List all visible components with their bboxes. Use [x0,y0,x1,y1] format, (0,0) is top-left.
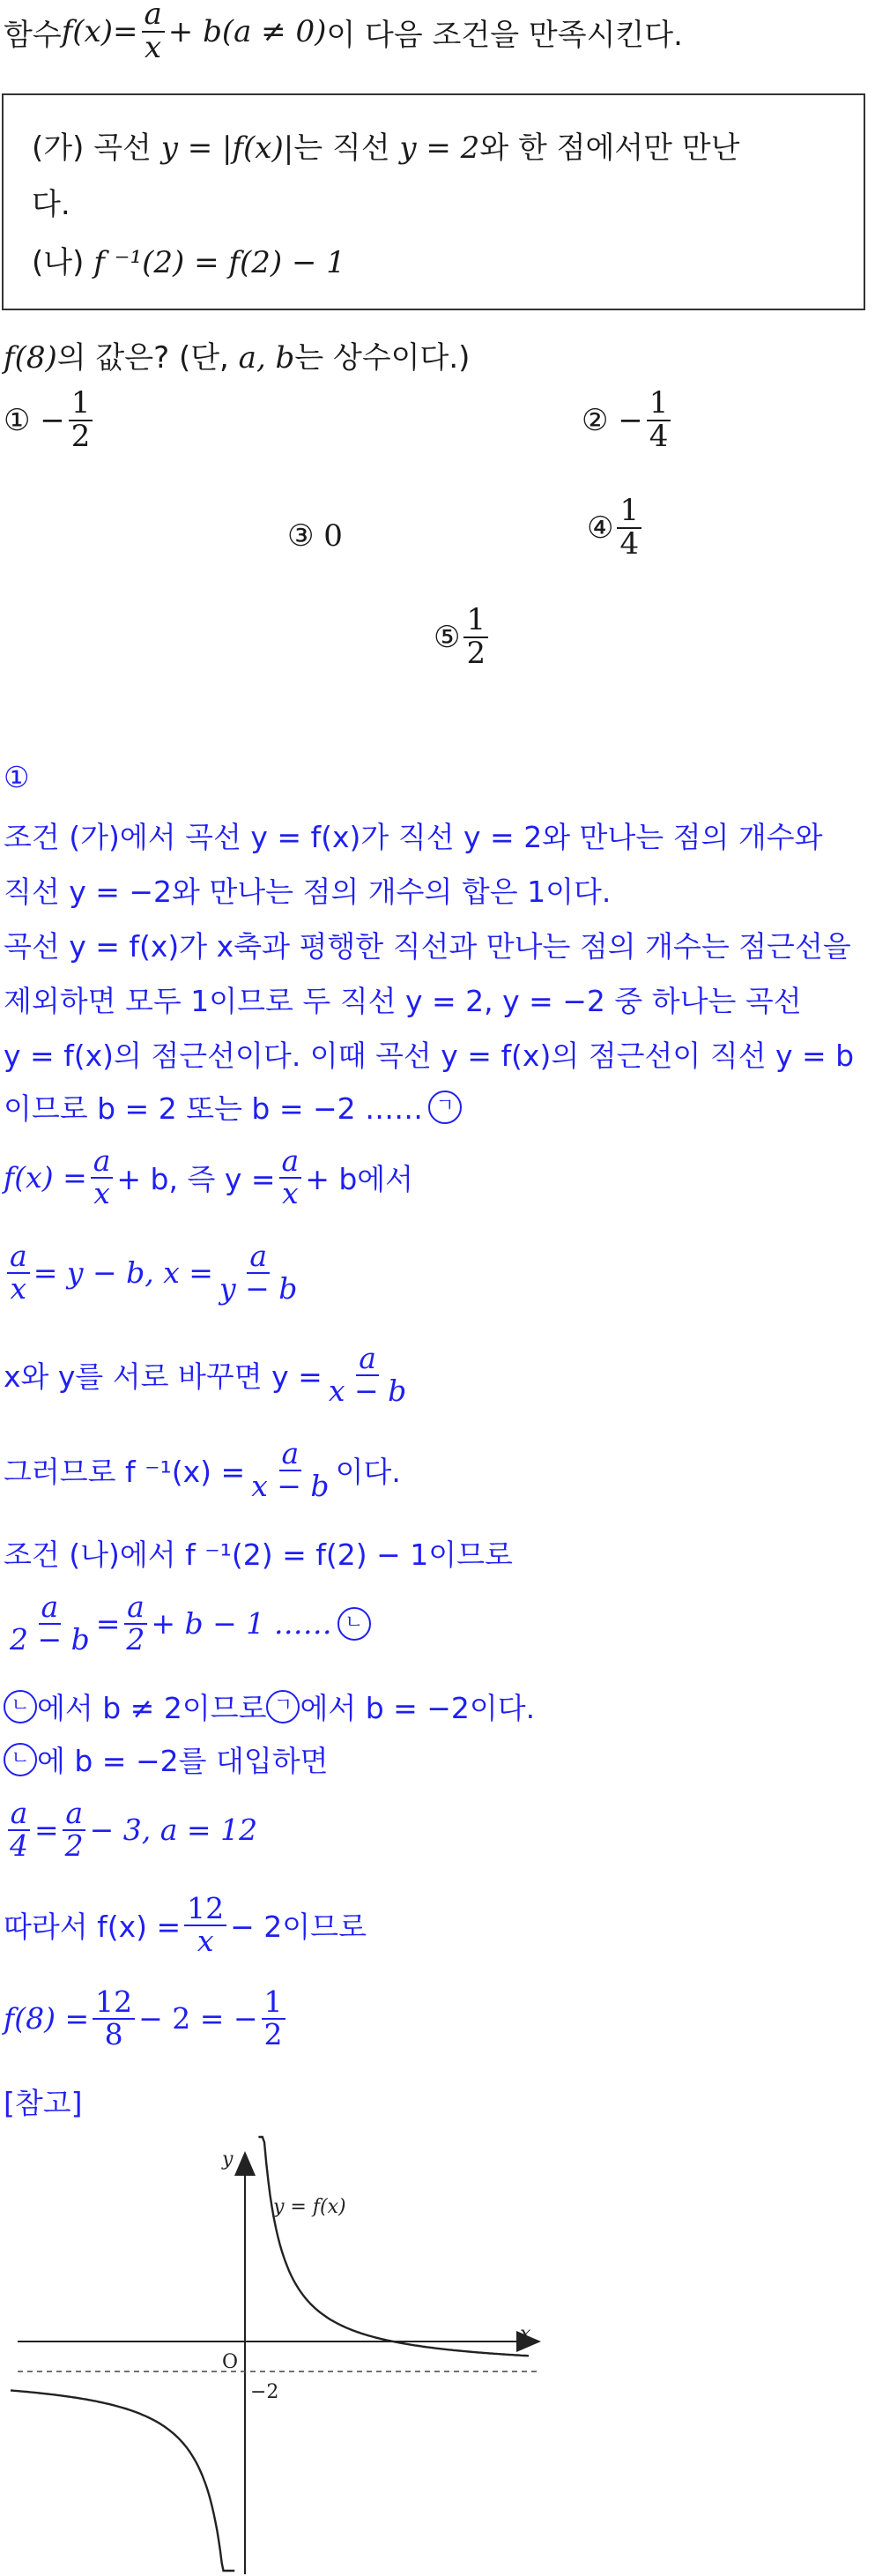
condition-ga-math2: y = 2 [399,130,480,166]
stem-text: 함수 [4,17,62,53]
l15-text-b: − 3, a = 12 [89,1813,258,1848]
question [4,333,470,376]
question-text2: 는 상수이다.) [294,340,471,376]
l8-text-a: = y − b, x = [33,1255,213,1291]
condition-ga-label: (가) [32,130,85,166]
choice-5-num: 1 [463,605,488,638]
circled-mark-1: ㄱ [428,1091,462,1124]
choice-2-fraction [647,385,671,454]
solution-line-2: 직선 y = −2와 만나는 점의 개수의 합은 1이다. [4,875,612,909]
origin-label: O [222,2351,239,2373]
l7-frac-2 [279,1143,302,1210]
choice-1-den: 2 [70,418,91,454]
solution-line-4: 제외하면 모두 1이므로 두 직선 y = 2, y = −2 중 하나는 곡선 [4,984,802,1018]
choice-1-mark: ① [4,402,31,438]
l7-frac-1 [91,1143,114,1210]
l10-f-num: a [279,1439,302,1471]
solution-line-6 [4,1086,462,1128]
stem-plus-b: + b [167,14,222,49]
l12-text-a: = [95,1606,121,1642]
l12-frac-1 [7,1592,93,1655]
l15-f2-num: a [63,1798,85,1831]
curve-label: y = f(x) [273,2196,346,2218]
choice-3-value: 0 [323,518,343,554]
circled-mark-2: ㄴ [337,1607,371,1641]
choice-4-den: 4 [619,525,640,562]
l9-f-den: x − b [328,1373,407,1408]
condition-na-math: f ⁻¹(2) = f(2) − 1 [93,245,345,280]
l9-text-a: x와 y를 서로 바꾸면 y = [4,1359,323,1395]
solution-line-8 [4,1241,303,1304]
solution-line-6-text: 이므로 b = 2 또는 b = −2 …… [4,1091,424,1126]
x-axis-label: x [520,2323,531,2345]
l12-text-b: + b − 1 …… [151,1606,332,1642]
circled-mark-5: ㄴ [4,1743,37,1776]
l17-f2-num: 1 [262,1987,285,2020]
l15-frac-1 [7,1798,31,1861]
choice-1[interactable] [4,385,96,454]
solution-line-7 [4,1143,414,1210]
condition-ga-text3: 와 한 점에서만 만난 [479,130,740,166]
solution-line-16 [4,1891,367,1958]
stem-num: a [142,0,165,33]
choice-1-sign: − [40,402,65,438]
l8-f2-den: y − b [219,1270,298,1306]
condition-ga-text2: 는 직선 [293,130,400,166]
l13-text-a: 에서 b ≠ 2이므로 [37,1691,267,1725]
stem-den: x [145,30,162,65]
solution-line-3: 곡선 y = f(x)가 x축과 평행한 직선과 만나는 점의 개수는 점근선을 [4,929,851,964]
curve-branch-right [258,2137,529,2356]
l8-f1-den: x [10,1270,27,1306]
l15-f1-num: a [8,1798,31,1831]
l16-f-den: x [197,1923,214,1958]
l8-f1-num: a [7,1241,30,1274]
l7-text-c: + b에서 [305,1162,414,1197]
l8-frac-2 [217,1241,300,1304]
l12-f1-num: a [39,1592,62,1625]
choice-4[interactable] [587,495,645,560]
l14-text-a: 에 b = −2를 대입하면 [37,1744,329,1778]
condition-ga-math: y = |f(x)| [160,130,294,166]
y-axis-label: y [222,2148,234,2170]
stem-tail: 이 다음 조건을 만족시킨다. [326,17,683,53]
solution-line-13 [4,1686,535,1727]
l12-frac-2 [123,1592,147,1655]
l7-f2-num: a [279,1146,302,1179]
l17-frac-1 [93,1984,135,2051]
l17-text-b: − 2 = − [138,2001,258,2036]
l17-f2-den: 2 [263,2016,283,2051]
choice-2-sign: − [618,402,643,438]
solution-line-11: 조건 (나)에서 f ⁻¹(2) = f(2) − 1이므로 [4,1537,513,1572]
problem-stem [4,0,683,65]
choice-2[interactable] [582,385,674,454]
solution-line-17 [4,1984,289,2051]
l16-f-num: 12 [184,1894,226,1926]
l7-text-b: + b, 즉 y = [116,1162,276,1197]
choice-3-mark: ③ [287,518,315,554]
l10-text-b: 이다. [335,1455,401,1490]
question-text: 의 값은? (단, [56,340,239,376]
choice-2-den: 4 [649,418,669,454]
circled-mark-3: ㄴ [4,1690,37,1724]
asymptote-label: −2 [250,2381,279,2403]
l12-f2-den: 2 [126,1621,145,1657]
condition-ga-text: 곡선 [93,130,161,166]
stem-fraction [142,0,165,64]
choice-4-num: 1 [617,495,641,529]
condition-ga [32,123,740,167]
stem-function: f(x) [61,14,113,49]
question-math2: a, b [238,340,295,376]
condition-ga-wrap: 다. [32,187,70,222]
question-math: f(8) [4,340,57,376]
solution-line-14 [4,1738,328,1780]
l7-text-a: f(x) = [4,1160,87,1195]
l10-frac [248,1436,331,1503]
reference-label: [참고] [4,2086,83,2120]
l15-f1-den: 4 [10,1828,28,1863]
l16-frac [184,1891,226,1958]
l9-frac [326,1341,409,1408]
l17-f1-den: 8 [104,2016,123,2051]
solution-line-10 [4,1436,401,1503]
l17-frac-2 [262,1984,285,2051]
l15-frac-2 [63,1798,86,1861]
reference-graph [0,2133,564,2574]
l10-f-den: x − b [251,1468,330,1503]
choice-4-mark: ④ [587,510,614,546]
condition-na [32,238,345,281]
l16-text-b: − 2이므로 [230,1910,367,1945]
l12-f2-num: a [124,1592,147,1625]
circled-mark-4: ㄱ [266,1690,300,1724]
stem-condition: (a ≠ 0) [221,14,327,49]
solution-line-15 [4,1798,257,1861]
stem-equals: = [113,14,138,49]
l7-f2-den: x [282,1175,299,1210]
condition-na-label: (나) [32,245,85,280]
choice-2-num: 1 [647,388,671,421]
l15-text-a: = [34,1813,59,1848]
choice-1-fraction [69,385,93,454]
solution-answer: ① [4,760,30,794]
solution-line-12 [4,1592,371,1655]
choice-2-mark: ② [582,402,609,438]
solution-line-5: y = f(x)의 점근선이다. 이때 곡선 y = f(x)의 점근선이 직선 y = b [4,1039,855,1073]
l10-text-a: 그러므로 f ⁻¹(x) = [4,1455,246,1490]
l9-f-num: a [356,1344,379,1376]
l13-text-b: 에서 b = −2이다. [300,1691,536,1725]
l12-f1-den: 2 − b [10,1621,90,1657]
l8-f2-num: a [247,1241,270,1274]
curve-branch-left [11,2391,234,2572]
choice-5-den: 2 [466,635,486,671]
l16-text-a: 따라서 f(x) = [4,1910,182,1945]
solution-line-9 [4,1341,412,1408]
l15-f2-den: 2 [64,1828,84,1863]
l17-f1-num: 12 [93,1987,135,2020]
choice-4-fraction [617,495,641,560]
choice-1-num: 1 [69,388,93,421]
choice-5-fraction [463,602,488,671]
l7-f1-den: x [93,1175,110,1210]
choice-5[interactable] [434,602,492,671]
l8-frac-1 [7,1241,30,1304]
l17-text-a: f(8) = [4,2001,90,2036]
l7-f1-num: a [91,1146,114,1179]
choice-5-mark: ⑤ [434,619,461,655]
solution-line-1: 조건 (가)에서 곡선 y = f(x)가 직선 y = 2와 만나는 점의 개수와 [4,820,823,854]
choice-3[interactable] [287,518,343,554]
